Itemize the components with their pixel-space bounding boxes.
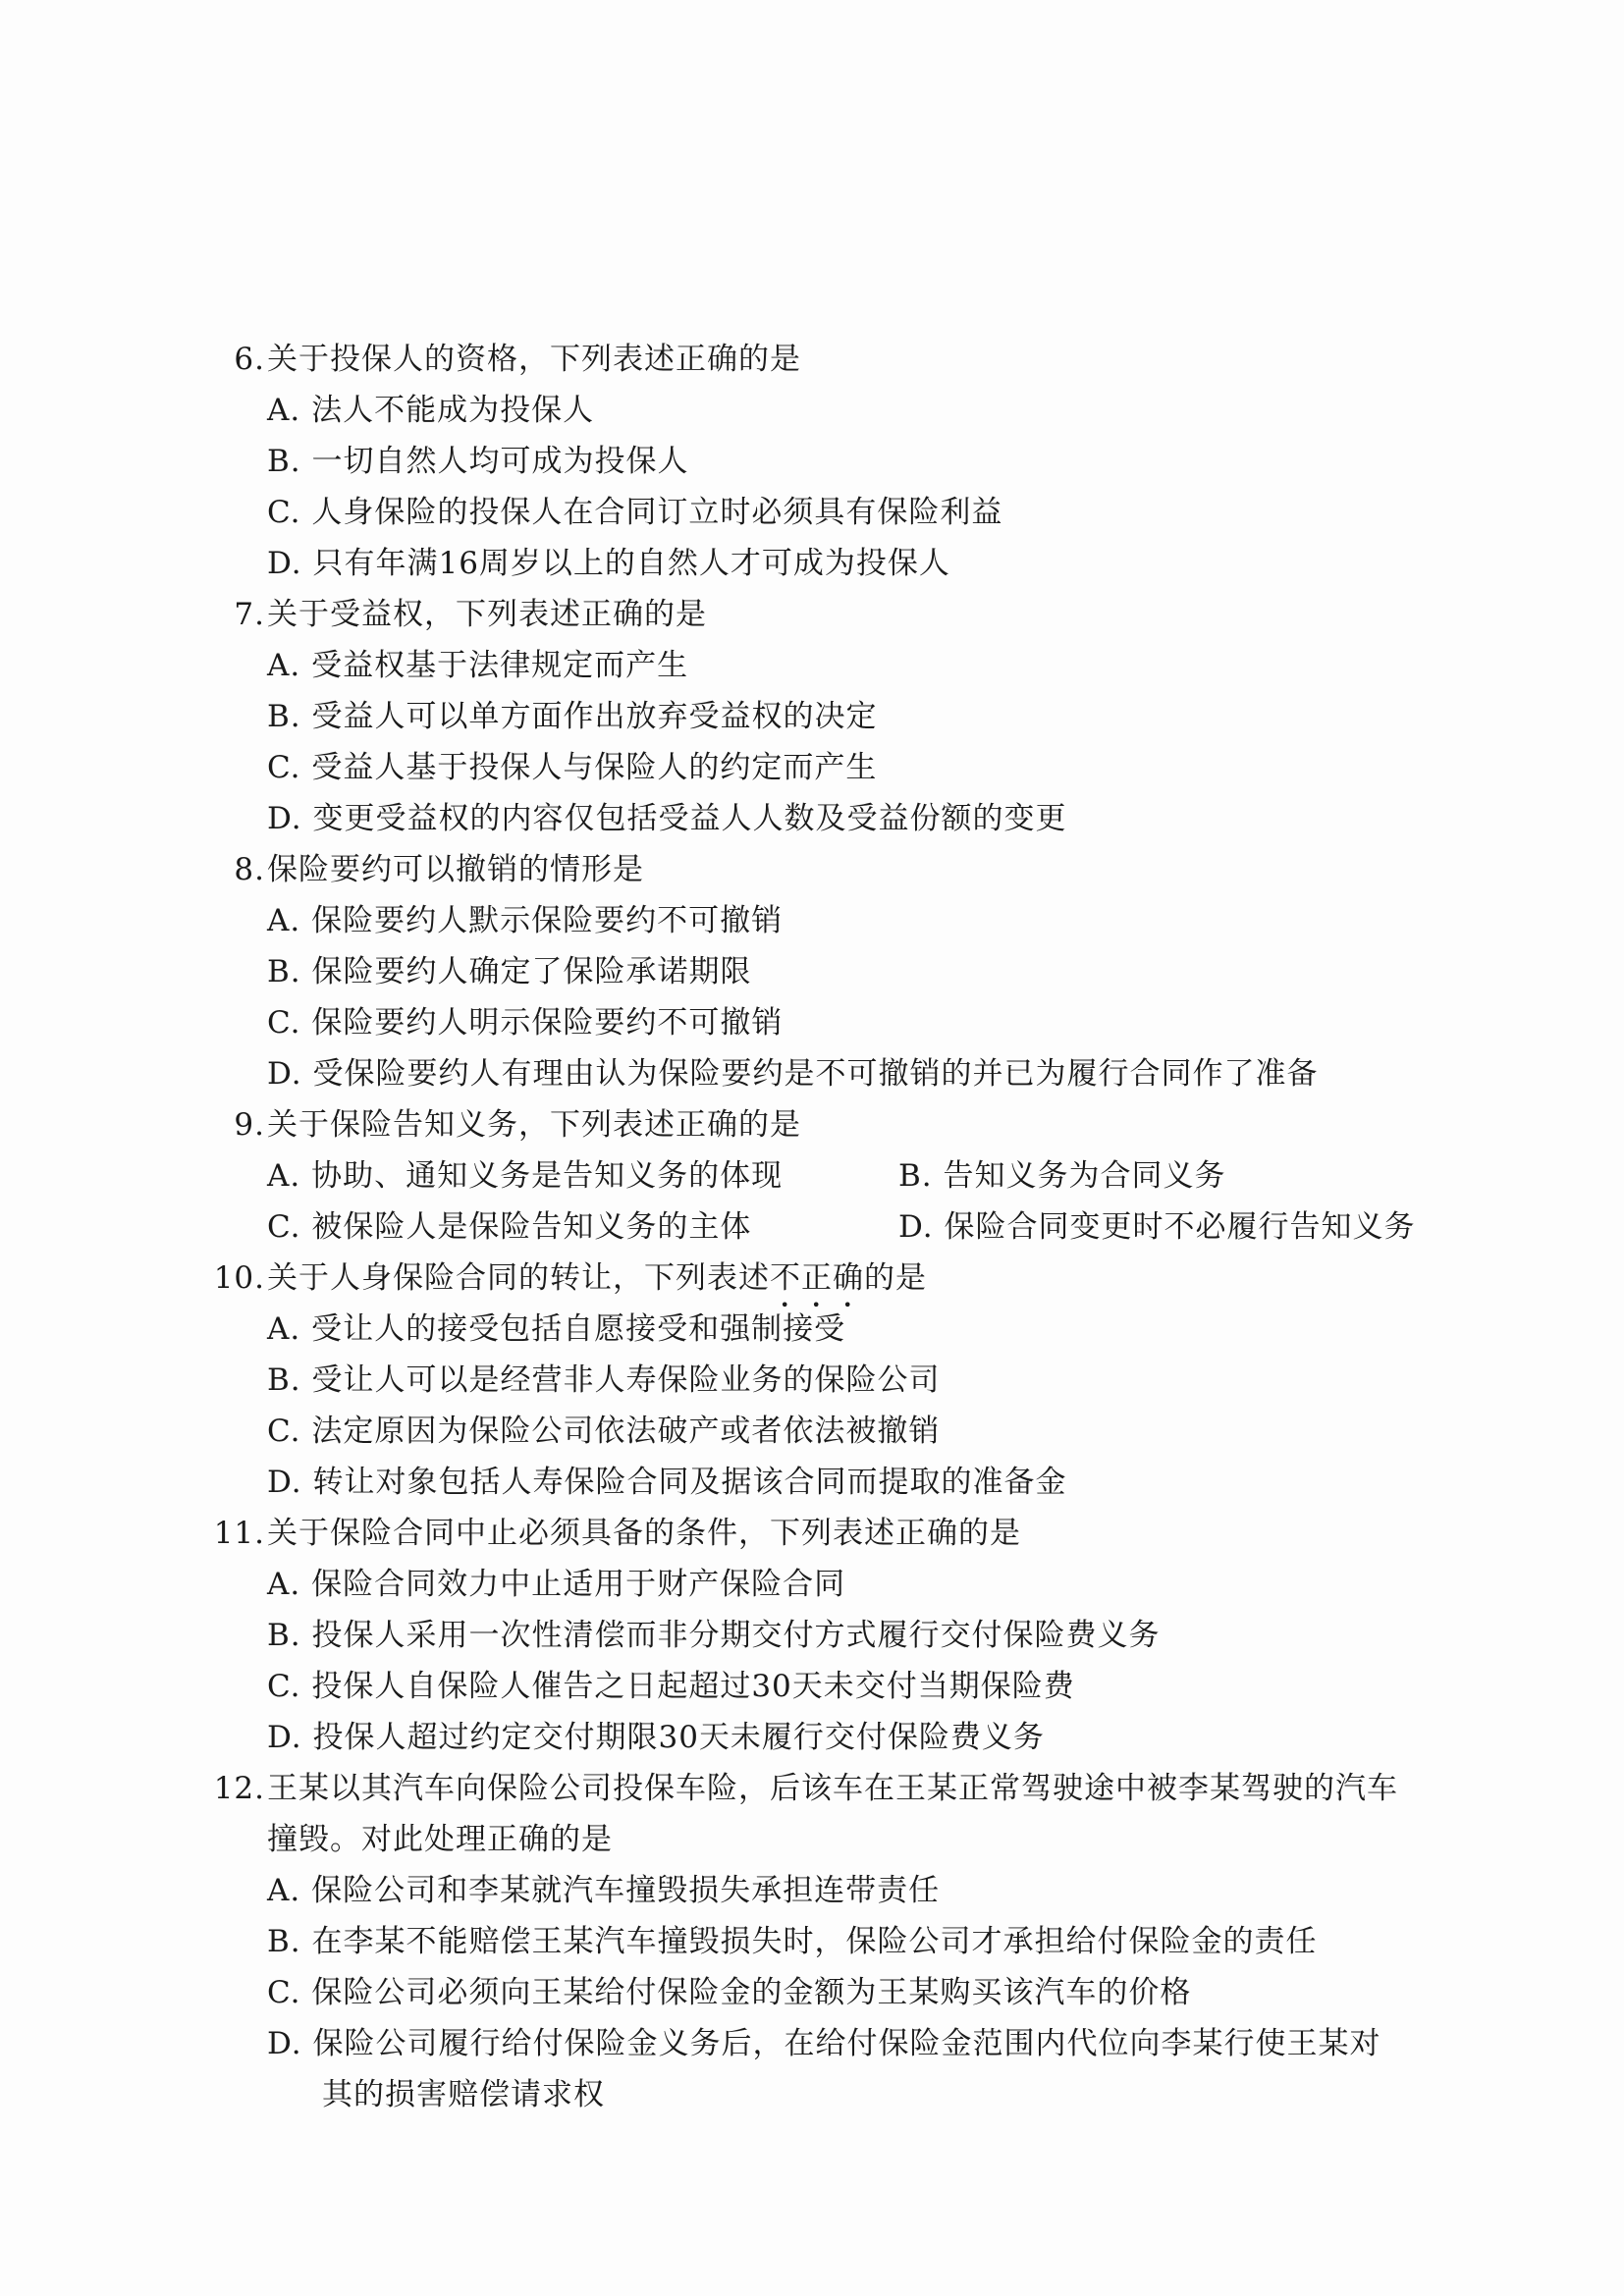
option-label: D.	[267, 1056, 302, 1092]
option-text: 投保人自保险人催告之日起超过30天未交付当期保险费	[311, 1669, 1075, 1704]
option-label: A.	[267, 1567, 301, 1602]
option-text: 投保人超过约定交付期限30天未履行交付保险费义务	[312, 1720, 1045, 1755]
option-text: 投保人采用一次性清偿而非分期交付方式履行交付保险费义务	[311, 1618, 1161, 1653]
question-text-line1: 王某以其汽车向保险公司投保车险，后该车在王某正常驾驶途中被李某驾驶的汽车	[267, 1771, 1398, 1806]
option-text: 被保险人是保险告知义务的主体	[311, 1209, 752, 1245]
question-text-before: 关于人身保险合同的转让，下列表述	[267, 1260, 770, 1296]
option-9b	[898, 1150, 1226, 1201]
option-label: C.	[267, 495, 301, 530]
option-text: 受益人可以单方面作出放弃受益权的决定	[311, 699, 878, 734]
option-text: 协助、通知义务是告知义务的体现	[311, 1158, 784, 1194]
option-label: D.	[267, 2026, 302, 2061]
option-text: 保险合同效力中止适用于财产保险合同	[311, 1567, 846, 1602]
question-number: 8.	[234, 852, 265, 887]
option-text: 告知义务为合同义务	[943, 1158, 1226, 1194]
option-text: 保险公司履行给付保险金义务后，在给付保险金范围内代位向李某行使王某对	[312, 2026, 1381, 2061]
option-label: C.	[267, 1669, 301, 1704]
option-label: D.	[267, 1720, 302, 1755]
option-text: 一切自然人均可成为投保人	[311, 444, 689, 479]
option-label: A.	[267, 1873, 301, 1908]
option-text: 受保险要约人有理由认为保险要约是不可撤销的并已为履行合同作了准备	[312, 1056, 1319, 1092]
question-number: 10.	[213, 1260, 265, 1296]
option-text: 受让人可以是经营非人寿保险业务的保险公司	[311, 1362, 941, 1398]
option-text: 保险合同变更时不必履行告知义务	[944, 1209, 1416, 1245]
option-label: B.	[267, 444, 301, 479]
option-label: A.	[267, 1311, 301, 1347]
option-label: C.	[267, 1005, 301, 1041]
option-label: D.	[267, 546, 302, 581]
question-text: 关于投保人的资格，下列表述正确的是	[267, 342, 801, 377]
option-label: C.	[267, 1209, 301, 1245]
option-9d	[898, 1201, 1415, 1253]
option-label: C.	[267, 1414, 301, 1449]
option-label: B.	[267, 1924, 301, 1959]
option-label: D.	[267, 801, 302, 836]
option-text: 受让人的接受包括自愿接受和强制接受	[311, 1311, 846, 1347]
option-text: 受益人基于投保人与保险人的约定而产生	[311, 750, 878, 785]
question-text-after: 的是	[864, 1260, 927, 1296]
option-text: 保险要约人确定了保险承诺期限	[311, 954, 752, 989]
option-text: 保险公司必须向王某给付保险金的金额为王某购买该汽车的价格	[311, 1975, 1192, 2010]
question-number: 12.	[213, 1771, 265, 1806]
option-9a	[267, 1150, 783, 1201]
question-number: 11.	[213, 1516, 265, 1551]
option-text: 保险要约人默示保险要约不可撤销	[311, 903, 784, 938]
option-label: C.	[267, 1975, 301, 2010]
option-text: 保险公司和李某就汽车撞毁损失承担连带责任	[311, 1873, 941, 1908]
question-text: 关于保险合同中止必须具备的条件，下列表述正确的是	[267, 1516, 1021, 1551]
option-label: A.	[267, 393, 301, 428]
option-label: D.	[267, 1465, 302, 1500]
option-label: D.	[898, 1209, 934, 1245]
question-text: 关于受益权，下列表述正确的是	[267, 597, 707, 632]
option-label: A.	[267, 903, 301, 938]
option-label: B.	[267, 699, 301, 734]
option-label: A.	[267, 648, 301, 683]
option-text: 转让对象包括人寿保险合同及据该合同而提取的准备金	[312, 1465, 1067, 1500]
option-text: 在李某不能赔偿王某汽车撞毁损失时，保险公司才承担给付保险金的责任	[311, 1924, 1318, 1959]
emphasis-not-correct: 不正确	[770, 1260, 864, 1296]
option-label: A.	[267, 1158, 301, 1194]
option-text: 法定原因为保险公司依法破产或者依法被撤销	[311, 1414, 941, 1449]
option-text: 变更受益权的内容仅包括受益人人数及受益份额的变更	[312, 801, 1067, 836]
option-text-line2: 其的损害赔偿请求权	[322, 2077, 605, 2112]
option-text: 法人不能成为投保人	[311, 393, 595, 428]
option-text: 受益权基于法律规定而产生	[311, 648, 689, 683]
option-text: 只有年满16周岁以上的自然人才可成为投保人	[312, 546, 950, 581]
option-text: 人身保险的投保人在合同订立时必须具有保险利益	[311, 495, 1003, 530]
option-label: C.	[267, 750, 301, 785]
question-number: 7.	[234, 597, 265, 632]
option-label: B.	[267, 954, 301, 989]
option-label: B.	[898, 1158, 933, 1194]
option-9c	[267, 1201, 751, 1253]
option-label: B.	[267, 1618, 301, 1653]
option-text: 保险要约人明示保险要约不可撤销	[311, 1005, 784, 1041]
question-number: 6.	[234, 342, 265, 377]
question-text: 保险要约可以撤销的情形是	[267, 852, 644, 887]
option-label: B.	[267, 1362, 301, 1398]
question-text: 关于保险告知义务，下列表述正确的是	[267, 1107, 801, 1143]
question-text-line2: 撞毁。对此处理正确的是	[267, 1822, 613, 1857]
question-number: 9.	[234, 1107, 265, 1143]
